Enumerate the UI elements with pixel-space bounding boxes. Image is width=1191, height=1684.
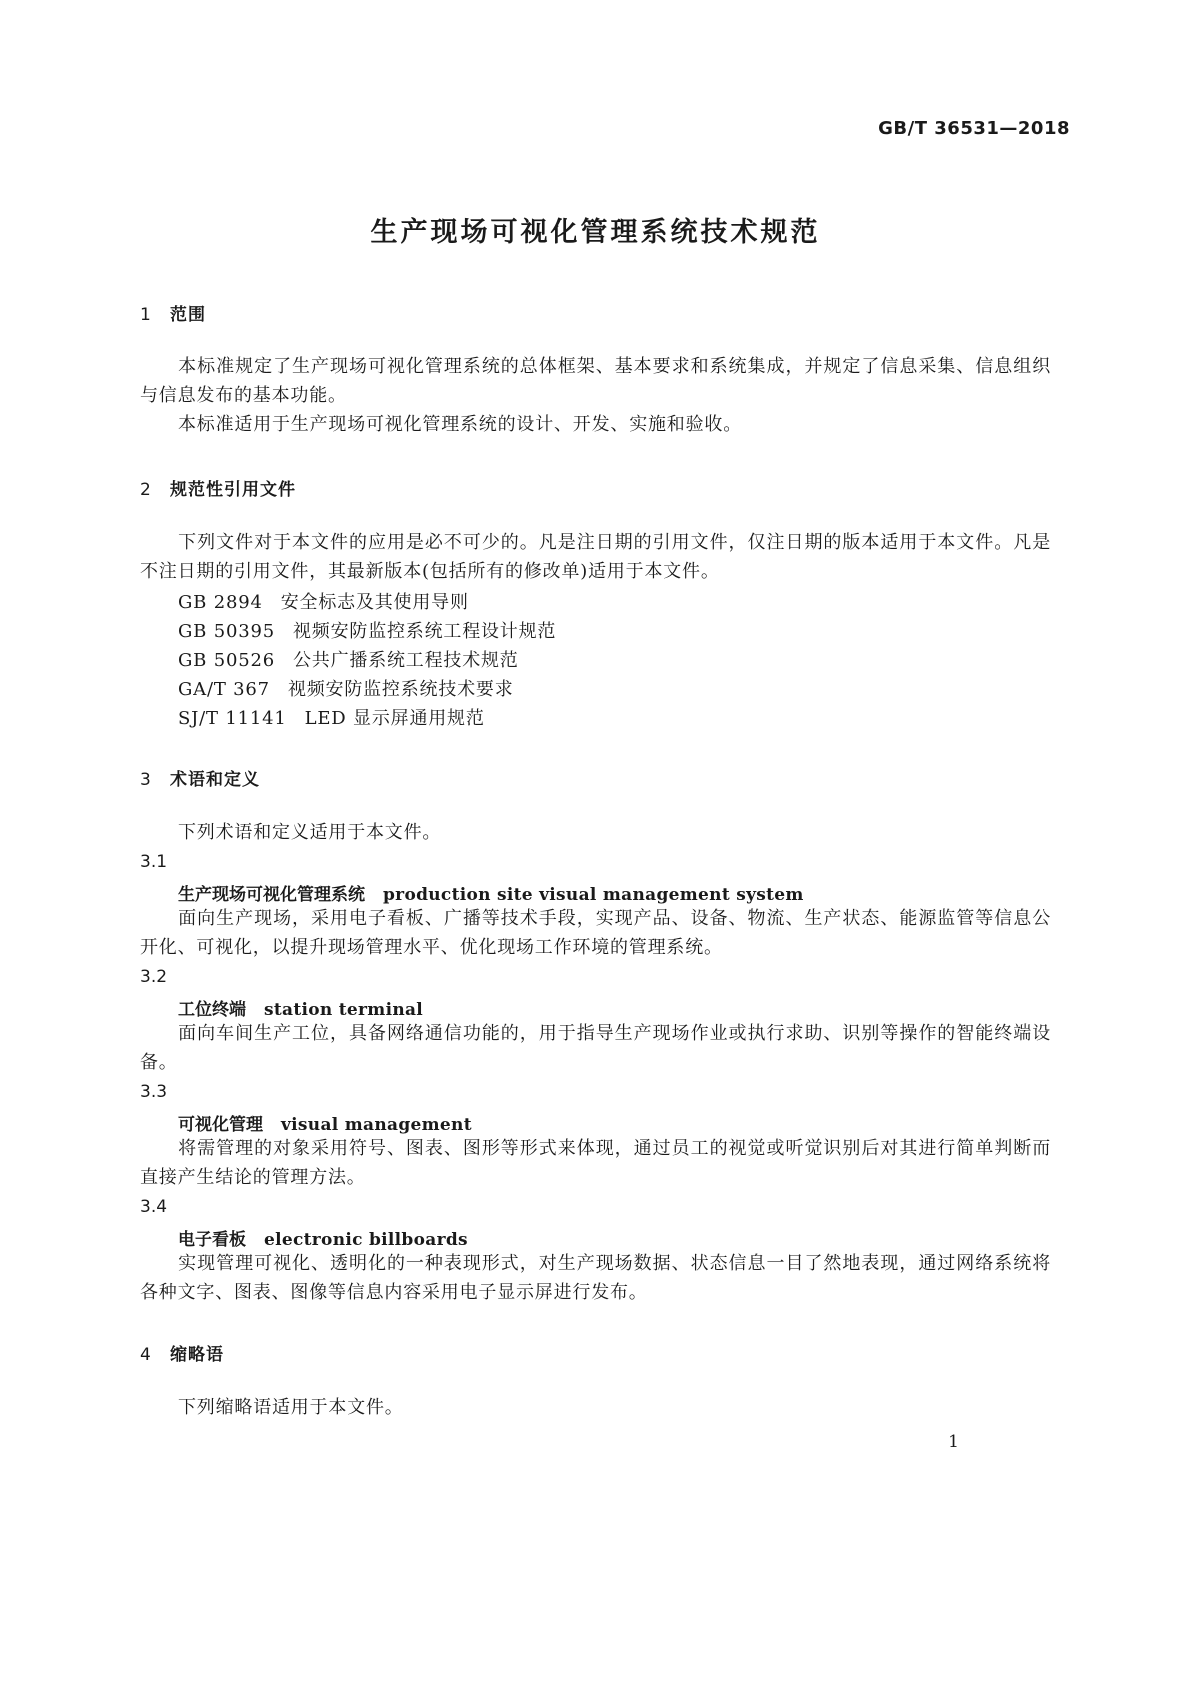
- reference-item: GB 50395 视频安防监控系统工程设计规范: [178, 621, 557, 642]
- abbr-intro: 下列缩略语适用于本文件。: [178, 1397, 404, 1418]
- term-number: 3.3: [140, 1082, 168, 1102]
- section-heading-2: 2 规范性引用文件: [140, 480, 296, 500]
- term-definition: 面向车间生产工位，具备网络通信功能的，用于指导生产现场作业或执行求助、识别等操作的智能终端设备。: [140, 1023, 1051, 1073]
- reference-item: GA/T 367 视频安防监控系统技术要求: [178, 679, 514, 700]
- term-definition: 实现管理可视化、透明化的一种表现形式，对生产现场数据、状态信息一目了然地表现，通过网络系统将各种文字、图表、图像等信息内容采用电子显示屏进行发布。: [140, 1253, 1051, 1303]
- term-definition: 面向生产现场，采用电子看板、广播等技术手段，实现产品、设备、物流、生产状态、能源监管等信息公开化、可视化，以提升现场管理水平、优化现场工作环境的管理系统。: [140, 908, 1051, 958]
- reference-item: SJ/T 11141 LED 显示屏通用规范: [178, 708, 485, 729]
- term-heading: 工位终端 station terminal: [178, 1000, 424, 1020]
- term-heading: 生产现场可视化管理系统 production site visual management system: [178, 885, 804, 905]
- term-number: 3.4: [140, 1197, 168, 1217]
- scope-paragraph-1: 本标准规定了生产现场可视化管理系统的总体框架、基本要求和系统集成，并规定了信息采集、信息组织与信息发布的基本功能。: [140, 356, 1051, 406]
- section-heading-1: 1 范围: [140, 305, 206, 325]
- term-number: 3.2: [140, 967, 168, 987]
- section-heading-4: 4 缩略语: [140, 1345, 224, 1365]
- term-heading: 可视化管理 visual management: [178, 1115, 472, 1135]
- term-definition: 将需管理的对象采用符号、图表、图形等形式来体现，通过员工的视觉或听觉识别后对其进行简单判断而直接产生结论的管理方法。: [140, 1138, 1051, 1188]
- section-heading-3: 3 术语和定义: [140, 770, 260, 790]
- terms-intro: 下列术语和定义适用于本文件。: [178, 822, 442, 843]
- reference-item: GB 2894 安全标志及其使用导则: [178, 592, 469, 613]
- standard-number: GB/T 36531—2018: [878, 118, 1070, 139]
- term-number: 3.1: [140, 852, 168, 872]
- reference-item: GB 50526 公共广播系统工程技术规范: [178, 650, 519, 671]
- term-heading: 电子看板 electronic billboards: [178, 1230, 468, 1250]
- document-title: 生产现场可视化管理系统技术规范: [370, 217, 821, 248]
- scope-paragraph-2: 本标准适用于生产现场可视化管理系统的设计、开发、实施和验收。: [178, 414, 742, 435]
- page-number: 1: [948, 1432, 959, 1452]
- normative-intro: 下列文件对于本文件的应用是必不可少的。凡是注日期的引用文件，仅注日期的版本适用于本文件。凡是不注日期的引用文件，其最新版本(包括所有的修改单)适用于本文件。: [140, 532, 1051, 582]
